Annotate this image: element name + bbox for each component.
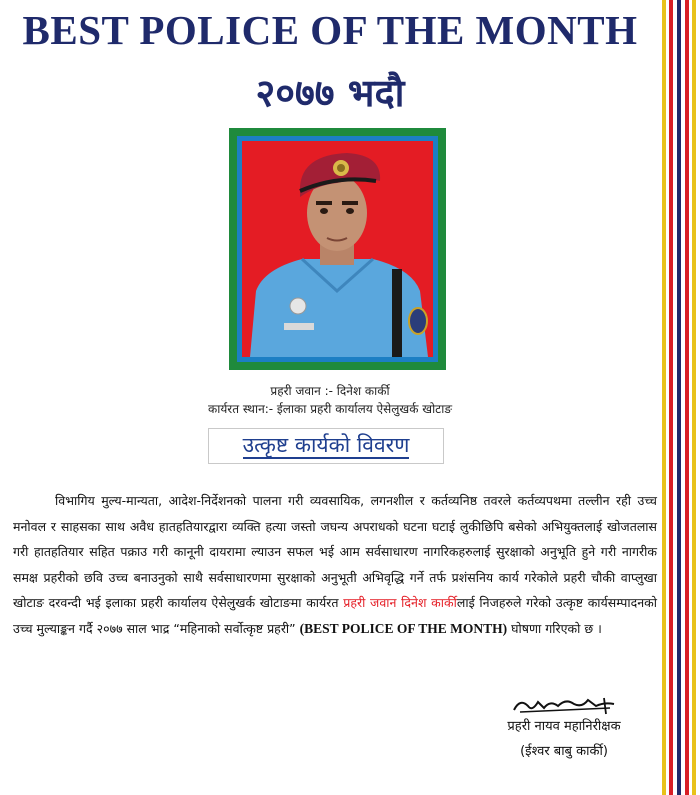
photo-inner-border [237, 136, 438, 362]
body-text-part: विभागिय मुल्य-मान्यता, आदेश-निर्देशनको पालना गरी व्यवसायिक, लगनशील र कर्तव्यनिष्ठ तवरले कर्तव्यपथमा तल्लीन रही उच्च मनोवल र साहसका साथ अवैध हातहतियारद्वारा व्यक्ति हत्या जस्तो जघन्य अपराधको घटना घटाई लुकीछिपि बसेको अभियुक्तलाई खोजतलास गरी हातहतियार सहित पक्राउ गरी कानूनी दायरामा ल्याउन सफल भई आम सर्वसाधारण नागरिकहरुलाई सुरक्षाको अनुभूति हुने गरी नागरीक समक्ष प्रहरीको छवि उच्च बनाउनुको साथै सर्वसाधारणमा सुरक्षाको अनुभूती अभिवृद्धि गर्ने तर्फ प्रशंसनिय कार्य गरेकोले प्रहरी चौकी वाप्लुखा खोटाङ दरवन्दी भई इलाका प्रहरी कार्यालय ऐसेलुखर्क खोटाङमा कार्यरत [13, 493, 657, 610]
stripe [696, 0, 700, 795]
page-subtitle-date: २०७७ भदौ [255, 71, 405, 115]
flag-stripes-border [658, 0, 700, 795]
workplace-caption: कार्यरत स्थान:- ईलाका प्रहरी कार्यालय ऐसेलुखर्क खोटाङ [208, 402, 452, 416]
signatory-name: (ईश्वर बाबु कार्की) [520, 744, 608, 759]
photo-frame [229, 128, 446, 370]
page-title: BEST POLICE OF THE MONTH [22, 7, 638, 53]
highlighted-officer-name: प्रहरी जवान दिनेश कार्की [343, 595, 457, 610]
signature-stroke [510, 694, 620, 718]
english-award-name: (BEST POLICE OF THE MONTH) [299, 620, 508, 636]
officer-name-caption: प्रहरी जवान :- दिनेश कार्की [270, 384, 390, 398]
signatory-title: प्रहरी नायव महानिरीक्षक [507, 719, 621, 734]
description-paragraph [13, 488, 657, 641]
portrait-illustration [242, 141, 433, 357]
section-heading-text: उत्कृष्ट कार्यको विवरण [242, 433, 410, 457]
body-text-part: घोषणा गरिएको छ । [507, 620, 602, 636]
police-officer-portrait-icon [242, 141, 433, 357]
body-text-part: लाई निजहरुले गरेको उत्कृष्ट कार्यसम्पादनको उच्च मुल्याङ्कन गर्दै २०७७ साल भाद्र “महिनाको सर्वोत्कृष्ट प्रहरी” [13, 595, 657, 636]
section-heading [208, 428, 444, 464]
